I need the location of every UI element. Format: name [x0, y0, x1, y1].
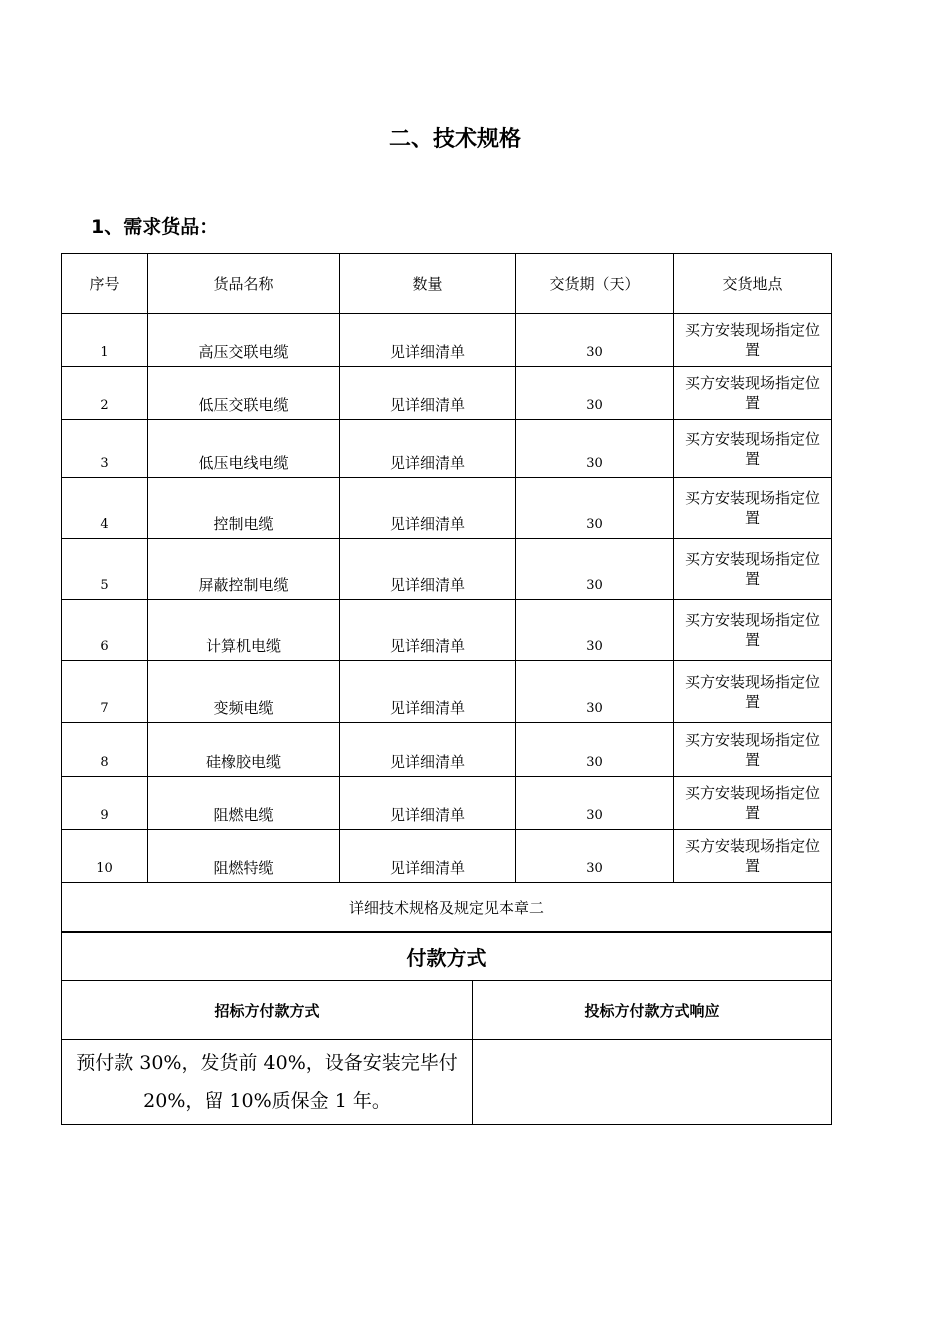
- row-name: 计算机电缆: [148, 600, 340, 661]
- row-name: 控制电缆: [148, 478, 340, 539]
- row-place: 买方安装现场指定位置: [674, 723, 832, 777]
- row-qty: 见详细清单: [340, 600, 516, 661]
- row-place: 买方安装现场指定位置: [674, 367, 832, 420]
- row-no: 9: [62, 777, 148, 830]
- row-no: 5: [62, 539, 148, 600]
- table-row: [62, 478, 832, 539]
- row-days: 30: [516, 367, 674, 420]
- header-place: 交货地点: [674, 254, 832, 314]
- table-row: [62, 367, 832, 420]
- tender-payment-header: 招标方付款方式: [62, 981, 473, 1040]
- row-no: 7: [62, 661, 148, 723]
- row-name: 阻燃特缆: [148, 830, 340, 883]
- row-name: 低压电线电缆: [148, 420, 340, 478]
- row-days: 30: [516, 539, 674, 600]
- row-qty: 见详细清单: [340, 420, 516, 478]
- table-row: [62, 723, 832, 777]
- row-place: 买方安装现场指定位置: [674, 661, 832, 723]
- table-row: [62, 539, 832, 600]
- table-header-row: [62, 254, 832, 314]
- note-row: [62, 883, 832, 932]
- table-row: [62, 314, 832, 367]
- row-days: 30: [516, 777, 674, 830]
- row-name: 低压交联电缆: [148, 367, 340, 420]
- row-days: 30: [516, 314, 674, 367]
- spec-note: 详细技术规格及规定见本章二: [62, 883, 832, 932]
- row-place: 买方安装现场指定位置: [674, 830, 832, 883]
- row-place: 买方安装现场指定位置: [674, 539, 832, 600]
- row-days: 30: [516, 600, 674, 661]
- row-place: 买方安装现场指定位置: [674, 314, 832, 367]
- row-days: 30: [516, 723, 674, 777]
- row-name: 阻燃电缆: [148, 777, 340, 830]
- row-days: 30: [516, 661, 674, 723]
- header-name: 货品名称: [148, 254, 340, 314]
- row-no: 10: [62, 830, 148, 883]
- payment-title-row: [62, 933, 832, 981]
- payment-title: 付款方式: [62, 933, 832, 981]
- row-place: 买方安装现场指定位置: [674, 420, 832, 478]
- header-no: 序号: [62, 254, 148, 314]
- row-days: 30: [516, 478, 674, 539]
- row-qty: 见详细清单: [340, 830, 516, 883]
- header-qty: 数量: [340, 254, 516, 314]
- payment-table: [61, 932, 832, 1125]
- row-days: 30: [516, 420, 674, 478]
- row-place: 买方安装现场指定位置: [674, 600, 832, 661]
- row-no: 8: [62, 723, 148, 777]
- row-no: 1: [62, 314, 148, 367]
- table-row: [62, 777, 832, 830]
- row-name: 屏蔽控制电缆: [148, 539, 340, 600]
- row-name: 硅橡胶电缆: [148, 723, 340, 777]
- header-days: 交货期（天）: [516, 254, 674, 314]
- row-name: 高压交联电缆: [148, 314, 340, 367]
- table-row: [62, 600, 832, 661]
- row-no: 3: [62, 420, 148, 478]
- row-qty: 见详细清单: [340, 777, 516, 830]
- bidder-payment-header: 投标方付款方式响应: [473, 981, 832, 1040]
- row-qty: 见详细清单: [340, 478, 516, 539]
- table-row: [62, 420, 832, 478]
- row-qty: 见详细清单: [340, 314, 516, 367]
- row-qty: 见详细清单: [340, 723, 516, 777]
- table-row: [62, 661, 832, 723]
- row-days: 30: [516, 830, 674, 883]
- row-place: 买方安装现场指定位置: [674, 777, 832, 830]
- row-no: 2: [62, 367, 148, 420]
- goods-table: [61, 253, 832, 932]
- row-qty: 见详细清单: [340, 539, 516, 600]
- row-no: 4: [62, 478, 148, 539]
- row-qty: 见详细清单: [340, 367, 516, 420]
- page-title: 二、技术规格: [388, 127, 521, 152]
- tender-payment-terms: 预付款 30%，发货前 40%，设备安装完毕付 20%，留 10%质保金 1 年。: [62, 1040, 473, 1125]
- table-row: [62, 830, 832, 883]
- row-qty: 见详细清单: [340, 661, 516, 723]
- payment-body-row: [62, 1040, 832, 1125]
- row-no: 6: [62, 600, 148, 661]
- row-name: 变频电缆: [148, 661, 340, 723]
- bidder-payment-response: [473, 1040, 832, 1125]
- row-place: 买方安装现场指定位置: [674, 478, 832, 539]
- section-heading: 1、需求货品：: [91, 216, 219, 238]
- payment-header-row: [62, 981, 832, 1040]
